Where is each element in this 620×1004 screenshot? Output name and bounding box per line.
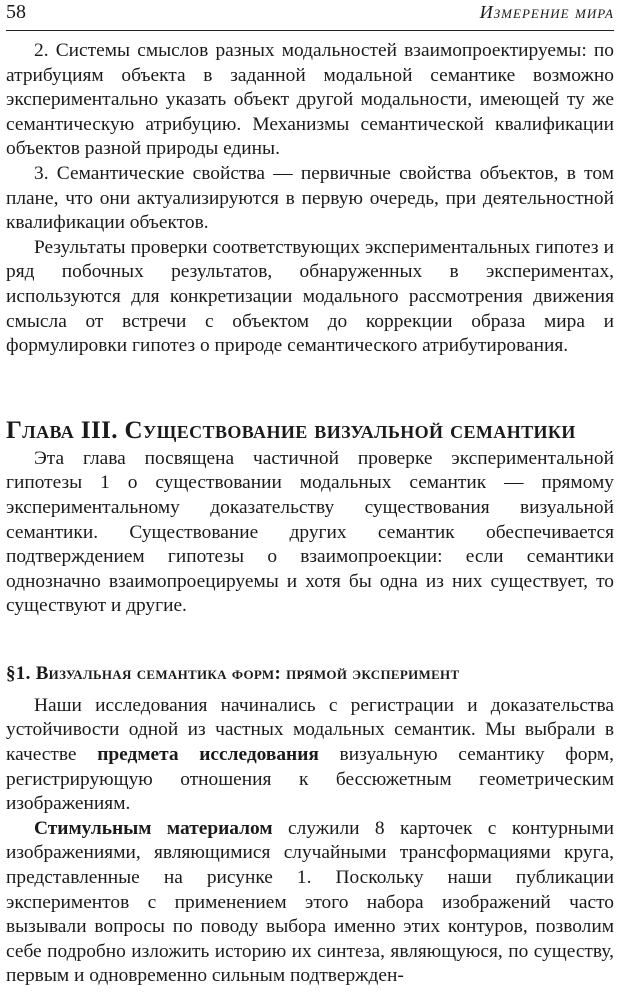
- book-page: [6, 0, 614, 989]
- bold-term: Стимульным материалом: [34, 817, 273, 839]
- paragraph-text: визуальную семантику форм, регистрирующую отношения к бессюжетным геометрическим изображениям.: [6, 744, 614, 815]
- running-title: Измерение мира: [479, 2, 614, 22]
- paragraph-text: Наши исследования начинались с регистрации и доказательства устойчивости одной из частных модальных семантик. Мы выбрали в качестве: [6, 694, 614, 766]
- paragraph-hypothesis-3: 3. Семантические свойства — первичные свойства объектов, в том плане, что они актуализируются в первую очередь, при деятельностной квалификации объектов.: [6, 162, 614, 234]
- paragraph-stimulus-material: [6, 817, 614, 989]
- chapter-title: Глава III. Существование визуальной семантики: [6, 416, 576, 444]
- page-header: [6, 0, 614, 31]
- page-number: 58: [6, 1, 26, 23]
- paragraph-hypothesis-2: 2. Системы смыслов разных модальностей взаимопроектируемы: по атрибуциям объекта в заданной модальной семантике возможно экспериментально указать объект другой модальности, имеющей ту же семантическую атрибуцию. Механизмы семантической квалификации объектов разной природы едины.: [6, 40, 614, 160]
- paragraph-text: служили 8 карточек с контурными изображениями, являющимися случайными трансформациями круга, представленные на рисунке 1. Поскольку наши публикации экспериментов с применением этого набора изображений часто вызывали вопросы по поводу выбора именно этих контуров, позволим себе подробно изложить историю их синтеза, являющуюся, по существу, первым и одновременно сильным подтвержден-: [6, 817, 614, 987]
- section-title: §1. Визуальная семантика форм: прямой эксперимент: [6, 662, 460, 684]
- paragraph-results: Результаты проверки соответствующих экспериментальных гипотез и ряд побочных результатов, обнаруженных в экспериментах, используются для конкретизации модального рассмотрения движения смысла от встречи с объектом до коррекции образа мира и формулировки гипотез о природе семантического атрибутирования.: [6, 236, 614, 357]
- chapter-intro-paragraph: Эта глава посвящена частичной проверке экспериментальной гипотезы 1 о существовании модальных семантик — прямому экспериментальному доказательству существования визуальной семантики. Существование других семантик обеспечивается подтверждением гипотезы о взаимопроекции: если семантики однозначно взаимопроецируемы и хотя бы одна из них существует, то существуют и другие.: [6, 447, 614, 617]
- bold-term: предмета исследования: [97, 744, 319, 766]
- paragraph-research-subject: [6, 694, 614, 817]
